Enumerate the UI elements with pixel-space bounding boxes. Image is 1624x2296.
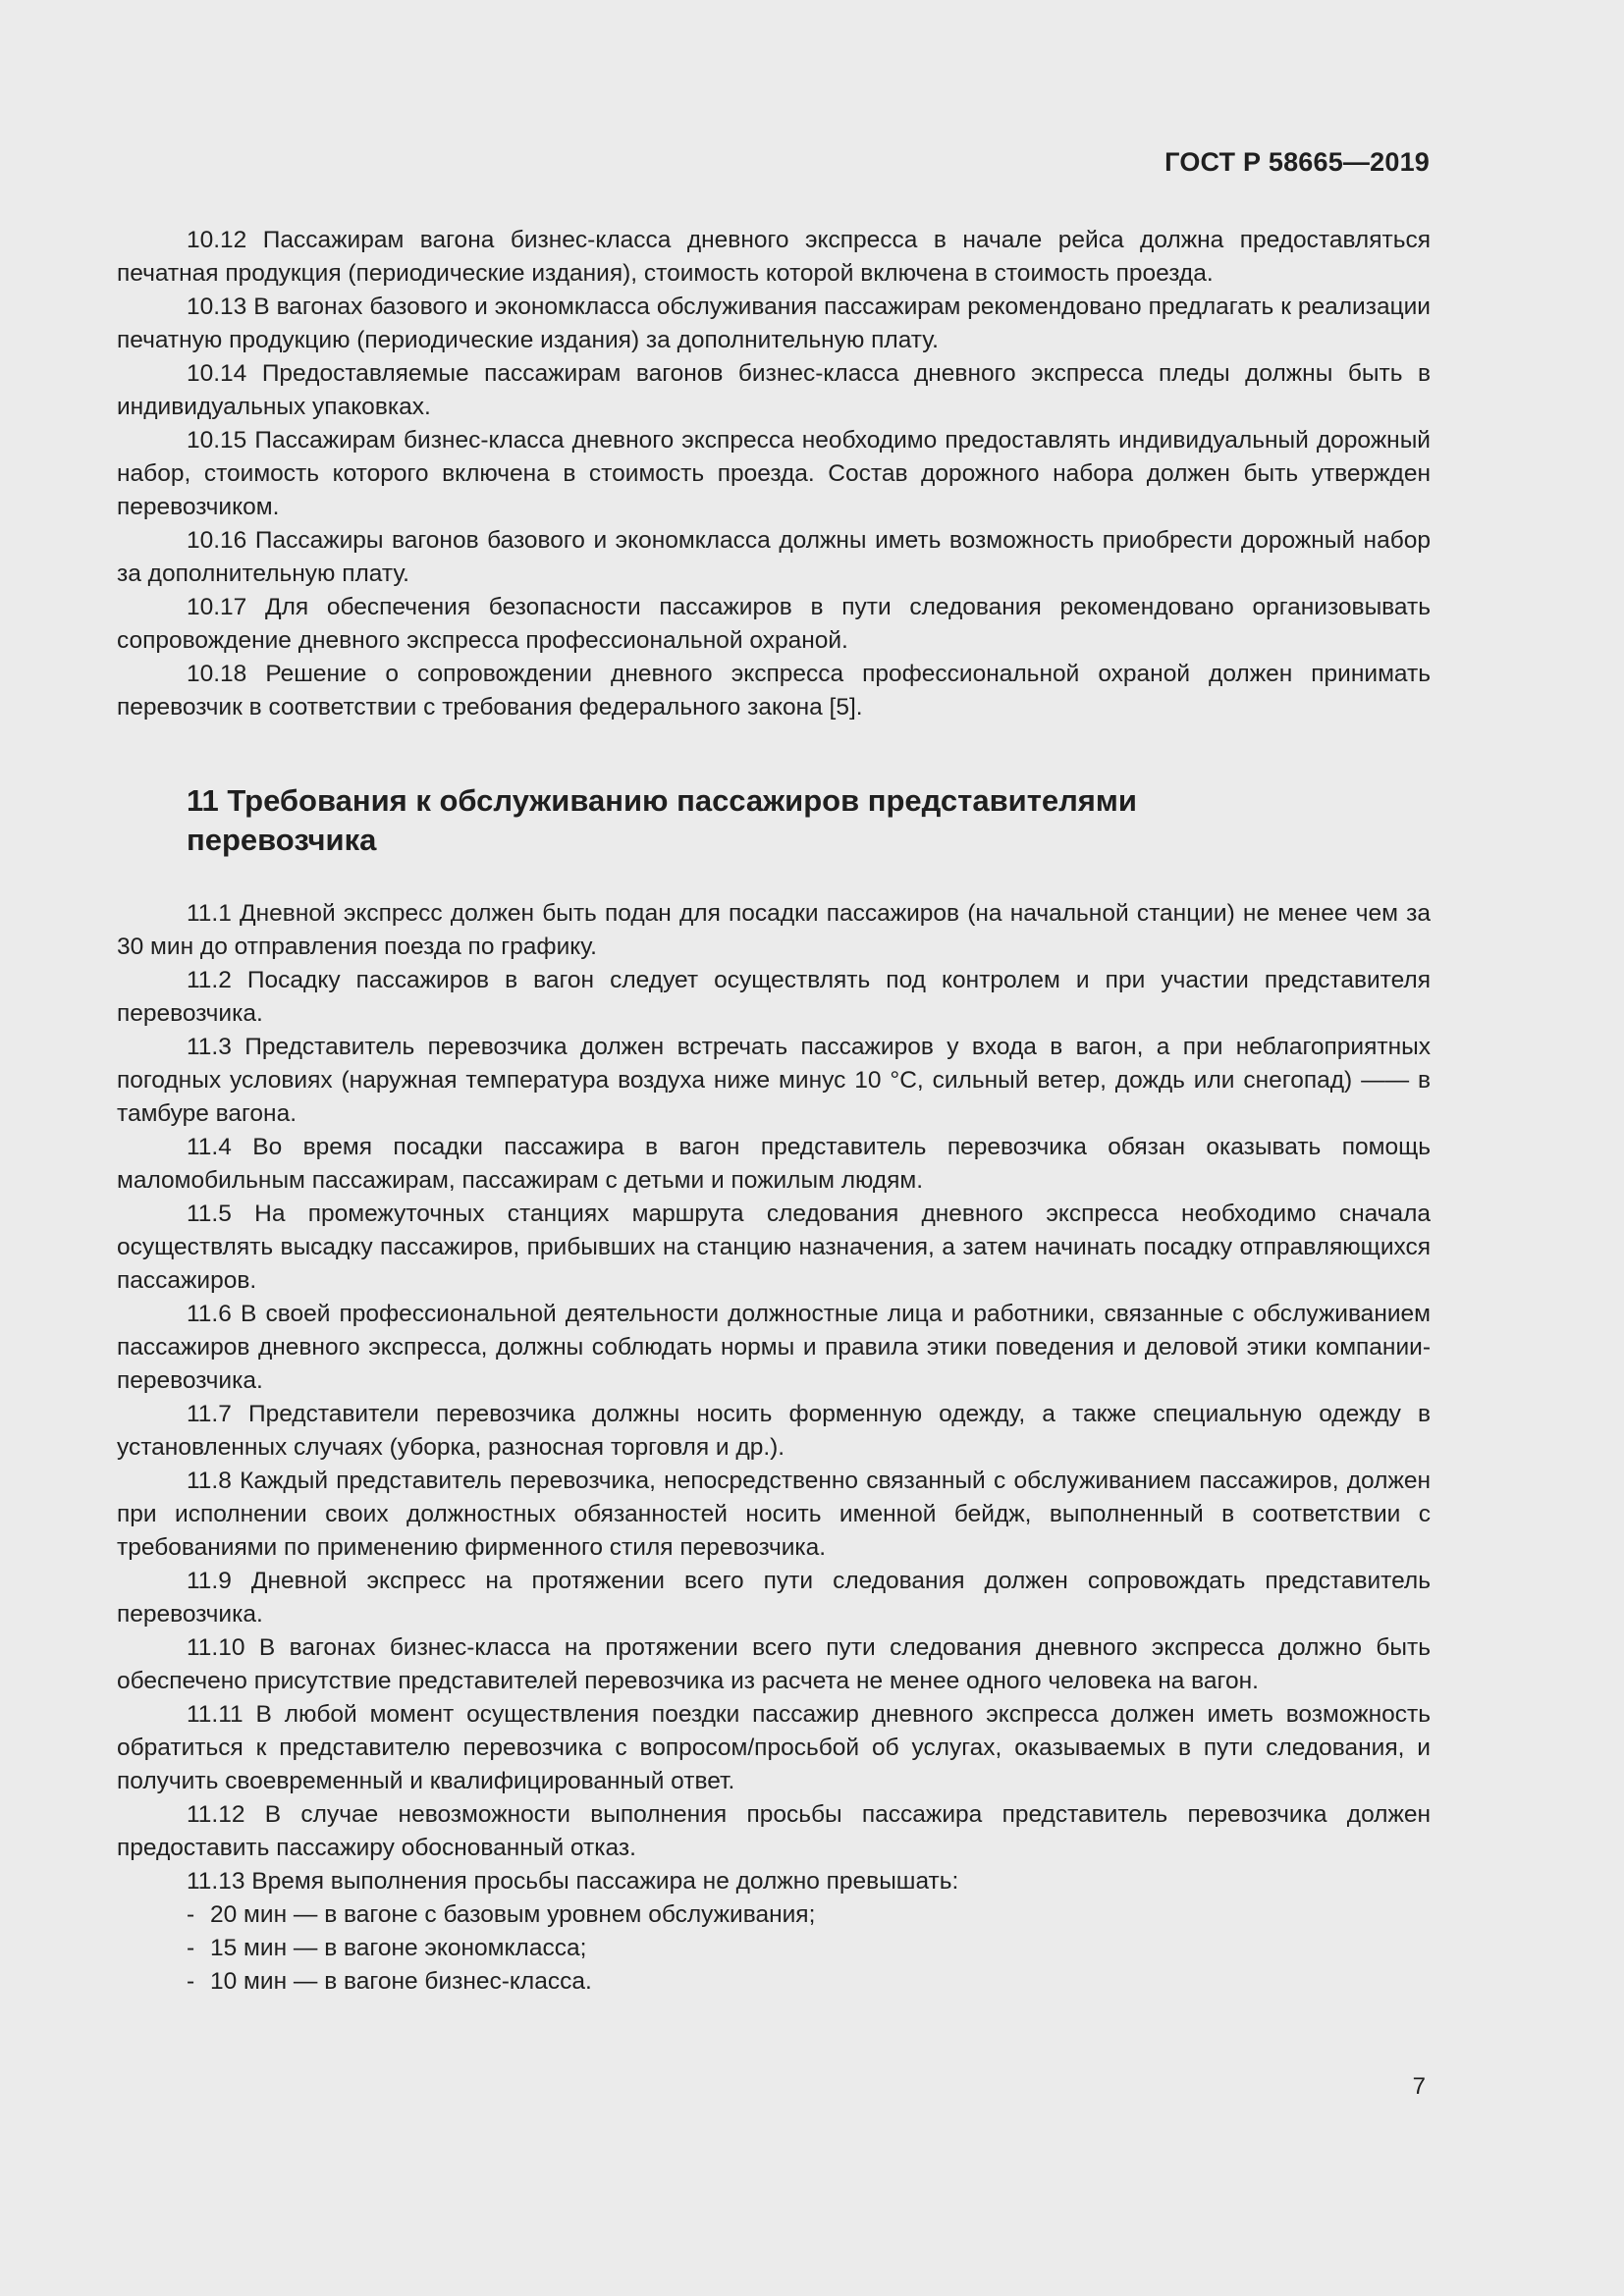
list-item-text: 20 мин — в вагоне с базовым уровнем обслуживания; (210, 1901, 816, 1928)
paragraph-10-14: 10.14 Предоставляемые пассажирам вагонов бизнес-класса дневного экспресса пледы должны быть в индивидуальных упаковках. (117, 360, 1431, 420)
paragraph-10-17: 10.17 Для обеспечения безопасности пассажиров в пути следования рекомендовано организовывать сопровождение дневного экспресса профессиональной охраной. (117, 594, 1431, 654)
paragraph-11-9: 11.9 Дневной экспресс на протяжении всего пути следования должен сопровождать представитель перевозчика. (117, 1568, 1431, 1628)
section-11-heading-line1: 11 Требования к обслуживанию пассажиров представителями (187, 783, 1137, 818)
list-item (187, 1965, 1431, 1999)
paragraph-11-12: 11.12 В случае невозможности выполнения просьбы пассажира представитель перевозчика должен предоставить пассажиру обоснованный отказ. (117, 1801, 1431, 1861)
paragraph-11-10: 11.10 В вагонах бизнес-класса на протяжении всего пути следования дневного экспресса должно быть обеспечено присутствие представителей перевозчика из расчета не менее одного человека на вагон. (117, 1634, 1431, 1694)
paragraph-11-2: 11.2 Посадку пассажиров в вагон следует осуществлять под контролем и при участии представителя перевозчика. (117, 967, 1431, 1027)
paragraph-10-15: 10.15 Пассажирам бизнес-класса дневного экспресса необходимо предоставлять индивидуальный дорожный набор, стоимость которого включена в стоимость проезда. Состав дорожного набора должен быть утвержден перевозчиком. (117, 427, 1431, 520)
document-header: ГОСТ Р 58665—2019 (1164, 147, 1430, 177)
document-body (117, 224, 1431, 1999)
paragraph-10-12: 10.12 Пассажирам вагона бизнес-класса дневного экспресса в начале рейса должна предоставляться печатная продукция (периодические издания), стоимость которой включена в стоимость проезда. (117, 227, 1431, 287)
list-dash: - (187, 1935, 195, 1961)
paragraph-10-13: 10.13 В вагонах базового и экономкласса обслуживания пассажирам рекомендовано предлагать к реализации печатную продукцию (периодические издания) за дополнительную плату. (117, 294, 1431, 353)
paragraph-11-6: 11.6 В своей профессиональной деятельности должностные лица и работники, связанные с обслуживанием пассажиров дневного экспресса, должны соблюдать нормы и правила этики поведения и деловой этики компании-перевозчика. (117, 1301, 1431, 1394)
section-11-heading-line2: перевозчика (187, 823, 377, 857)
paragraph-10-18: 10.18 Решение о сопровождении дневного экспресса профессиональной охраной должен принимать перевозчик в соответствии с требования федерального закона [5]. (117, 661, 1431, 721)
paragraph-11-8: 11.8 Каждый представитель перевозчика, непосредственно связанный с обслуживанием пассажиров, должен при исполнении своих должностных обязанностей носить именной бейдж, выполненный в соответствии с требованиями по применению фирменного стиля перевозчика. (117, 1468, 1431, 1561)
section-11-paragraphs (117, 897, 1431, 1898)
list-item (187, 1898, 1431, 1932)
paragraph-11-7: 11.7 Представители перевозчика должны носить форменную одежду, а также специальную одежду в установленных случаях (уборка, разносная торговля и др.). (117, 1401, 1431, 1461)
list-dash: - (187, 1901, 195, 1928)
paragraph-10-16: 10.16 Пассажиры вагонов базового и экономкласса должны иметь возможность приобрести дорожный набор за дополнительную плату. (117, 527, 1431, 587)
section-11-heading (187, 781, 1247, 860)
paragraph-11-3: 11.3 Представитель перевозчика должен встречать пассажиров у входа в вагон, а при неблагоприятных погодных условиях (наружная температура воздуха ниже минус 10 °С, сильный ветер, дождь или снегопад) —— в тамбуре вагона. (117, 1034, 1431, 1127)
page-number: 7 (1412, 2073, 1426, 2100)
paragraph-11-13: 11.13 Время выполнения просьбы пассажира не должно превышать: (187, 1868, 959, 1895)
paragraph-11-5: 11.5 На промежуточных станциях маршрута следования дневного экспресса необходимо сначала осуществлять высадку пассажиров, прибывших на станцию назначения, а затем начинать посадку отправляющихся пассажиров. (117, 1201, 1431, 1294)
paragraph-11-11: 11.11 В любой момент осуществления поездки пассажир дневного экспресса должен иметь возможность обратиться к представителю перевозчика с вопросом/просьбой об услугах, оказываемых в пути следования, и получить своевременный и квалифицированный ответ. (117, 1701, 1431, 1794)
list-item (187, 1932, 1431, 1965)
paragraph-11-1: 11.1 Дневной экспресс должен быть подан для посадки пассажиров (на начальной станции) не менее чем за 30 мин до отправления поезда по графику. (117, 900, 1431, 960)
list-item-text: 15 мин — в вагоне экономкласса; (210, 1935, 587, 1961)
list-dash: - (187, 1968, 195, 1995)
list-item-text: 10 мин — в вагоне бизнес-класса. (210, 1968, 592, 1995)
paragraph-11-4: 11.4 Во время посадки пассажира в вагон представитель перевозчика обязан оказывать помощь маломобильным пассажирам, пассажирам с детьми и пожилым людям. (117, 1134, 1431, 1194)
time-limits-list (187, 1898, 1431, 1999)
section-10-paragraphs (117, 224, 1431, 724)
